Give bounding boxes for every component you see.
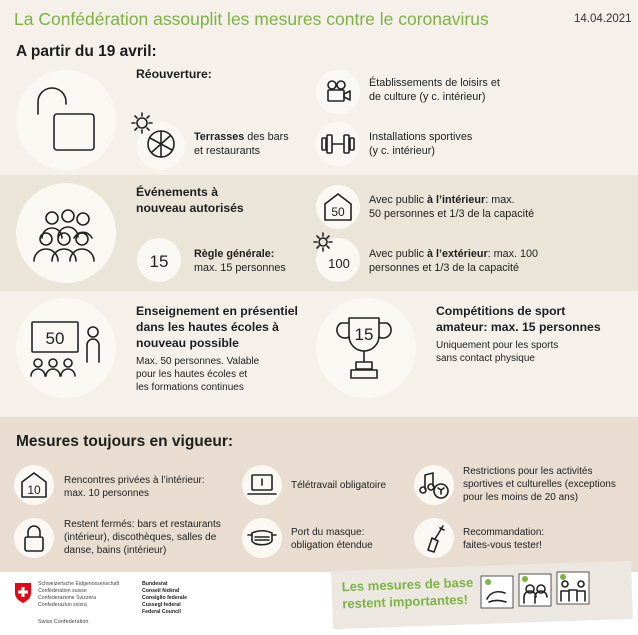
interieur-number: 50 (331, 205, 345, 219)
regle-number: 15 (149, 252, 169, 271)
movie-camera-icon (316, 70, 360, 114)
music-ball-icon (414, 465, 454, 505)
mask-people-icon (518, 573, 552, 607)
competitions-text: Compétitions de sport amateur: max. 15 personnes (436, 304, 601, 334)
rencontres-text: Rencontres privées à l’intérieur: max. 10 personnes (64, 475, 205, 499)
trophy-icon (316, 298, 416, 398)
dumbbell-icon (316, 122, 360, 166)
exterieur-number: 100 (328, 256, 350, 271)
sport-text: Installations sportives (y c. intérieur) (369, 131, 473, 157)
section-heading-from-april: A partir du 19 avril: (16, 43, 157, 60)
confederation-names: Schweizerische Eidgenossenschaft Confédération suisse Confederazione Svizzera Confederaziun svizra (38, 581, 120, 608)
federal-council-names: Bundesrat Conseil fédéral Consiglio federale Cussegl federal Federal Council (142, 581, 187, 615)
reco-text: Recommandation: faites-vous tester! (463, 527, 545, 551)
classroom-icon (10, 298, 120, 398)
sun-icon (308, 230, 368, 290)
section-heading-measures: Mesures toujours en vigueur: (16, 433, 234, 450)
enseignement-detail: Max. 50 personnes. Valable pour les hautes écoles et les formations continues (136, 356, 260, 393)
lock-icon (14, 518, 54, 558)
hand-wash-icon (480, 575, 514, 609)
teletravail-text: Télétravail obligatoire (291, 480, 387, 491)
page-title: La Confédération assouplit les mesures contre le coronavirus (14, 9, 489, 29)
terrace-sun-icon (128, 110, 188, 170)
house-small-icon (14, 465, 54, 505)
distance-icon (556, 571, 590, 605)
interieur-text: Avec public à l’intérieur: max. 50 personnes et 1/3 de la capacité (369, 194, 535, 220)
masque-text: Port du masque: obligation étendue (291, 527, 373, 551)
crowd-icon (16, 183, 116, 283)
reouverture-label: Réouverture: (136, 67, 212, 81)
swiss-confederation: Swiss Confederation (38, 619, 89, 625)
unlock-icon (16, 70, 116, 170)
regle-number-graphic (137, 238, 181, 282)
exterieur-text: Avec public à l’extérieur: max. 100 personnes et 1/3 de la capacité (369, 248, 539, 274)
enseignement-text: Enseignement en présentiel dans les hautes écoles à nouveau possible (136, 304, 298, 350)
restrictions-text: Restrictions pour les activités sportives et culturelles (exceptions pour les moins de 20 ans) (463, 466, 616, 503)
trophy-number: 15 (354, 325, 374, 344)
laptop-icon (242, 465, 282, 505)
mask-icon (242, 518, 282, 558)
fermes-text: Restent fermés: bars et restaurants (intérieur), discothèques, salles de danse, bains (intérieur) (64, 519, 221, 556)
regle-text: Règle générale: max. 15 personnes (194, 248, 286, 274)
classroom-number: 50 (45, 329, 65, 348)
competitions-detail: Uniquement pour les sports sans contact physique (436, 340, 559, 364)
base-measures-text: Les mesures de base restent importantes! (341, 574, 474, 612)
evenements-text: Événements à nouveau autorisés (136, 185, 244, 215)
date-label: 14.04.2021 (574, 13, 632, 25)
test-swab-icon (414, 518, 454, 558)
loisirs-text: Établissements de loisirs et de culture (y c. intérieur) (369, 77, 500, 103)
terrasses-text: Terrasses des bars et restaurants (194, 131, 289, 157)
swiss-shield-icon (14, 582, 32, 604)
rencontres-number: 10 (27, 483, 41, 497)
house-icon (316, 185, 360, 229)
